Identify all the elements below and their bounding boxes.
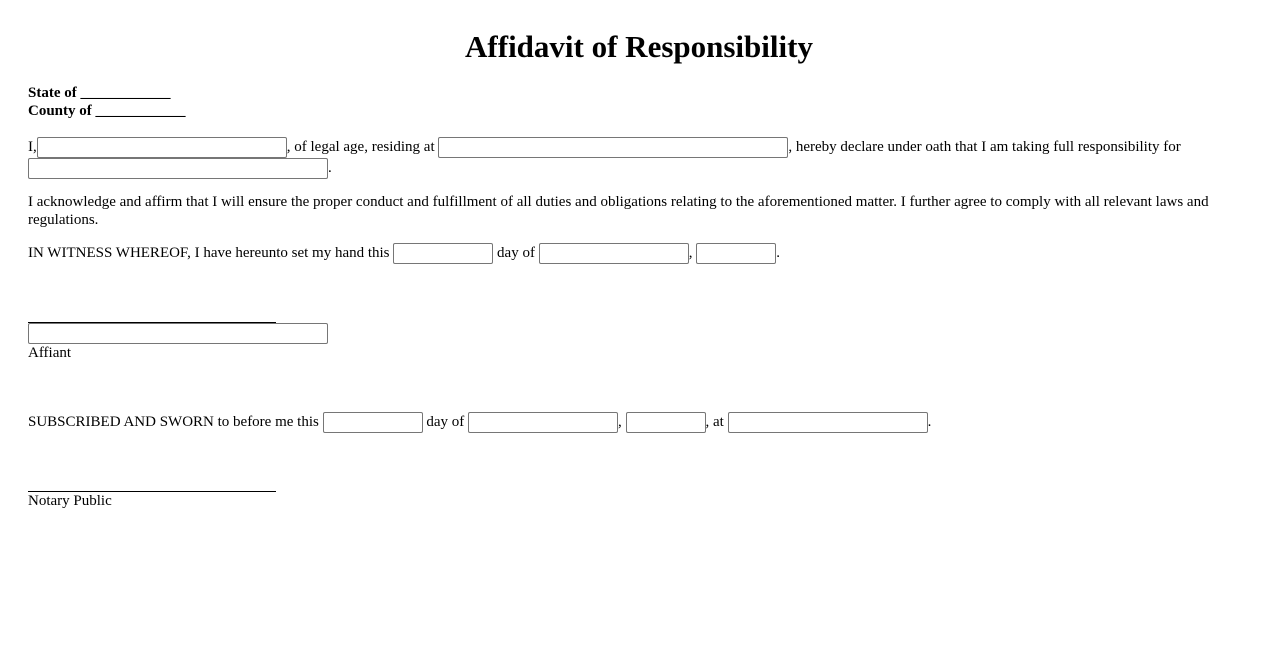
county-label: County of xyxy=(28,103,92,119)
declaration-prefix: I, xyxy=(28,139,37,155)
witness-month-field[interactable] xyxy=(539,243,689,264)
witness-paragraph xyxy=(28,243,1250,264)
declaration-end: . xyxy=(328,160,332,177)
witness-day-field[interactable] xyxy=(393,243,493,264)
sworn-day-field[interactable] xyxy=(323,412,423,433)
declare-text: , hereby declare under oath that I am taking full responsibility for xyxy=(788,139,1181,155)
jurisdiction-block xyxy=(28,84,1250,120)
sworn-paragraph xyxy=(28,412,1250,433)
notary-signature-block xyxy=(28,491,1250,510)
document-title: Affidavit of Responsibility xyxy=(465,29,813,64)
sworn-month-field[interactable] xyxy=(468,412,618,433)
affiant-signature-block xyxy=(28,322,1250,362)
affiant-label: Affiant xyxy=(28,345,72,362)
witness-year-field[interactable] xyxy=(696,243,776,264)
county-line xyxy=(28,102,1250,120)
witness-prefix: IN WITNESS WHEREOF, I have hereunto set my hand this xyxy=(28,245,390,262)
state-label: State of xyxy=(28,85,77,101)
state-blank: ____________ xyxy=(80,85,171,101)
state-line xyxy=(28,84,1250,102)
witness-day-of: day of xyxy=(497,245,535,262)
legal-age-text: , of legal age, residing at xyxy=(286,139,435,155)
sworn-place-field[interactable] xyxy=(728,412,928,433)
sworn-end: . xyxy=(927,414,932,431)
sworn-at: , at xyxy=(705,414,724,431)
sworn-day-of: day of xyxy=(426,414,465,431)
name-field[interactable] xyxy=(37,137,287,158)
sworn-comma: , xyxy=(618,414,622,431)
witness-comma: , xyxy=(688,245,693,262)
responsibility-field[interactable] xyxy=(28,158,328,179)
sworn-year-field[interactable] xyxy=(626,412,706,433)
acknowledgement-paragraph: I acknowledge and affirm that I will ensure the proper conduct and fulfillment of all duties and obligations relating to the aforementioned matter. I further agree to comply with all relevant laws and regulations. xyxy=(28,194,1209,229)
sworn-prefix: SUBSCRIBED AND SWORN to before me this xyxy=(28,414,319,431)
witness-end: . xyxy=(776,245,780,262)
declaration-paragraph xyxy=(28,137,1250,179)
county-blank: ____________ xyxy=(95,103,186,119)
affiant-name-field[interactable] xyxy=(28,323,328,344)
notary-label: Notary Public xyxy=(28,493,112,510)
address-field[interactable] xyxy=(438,137,788,158)
